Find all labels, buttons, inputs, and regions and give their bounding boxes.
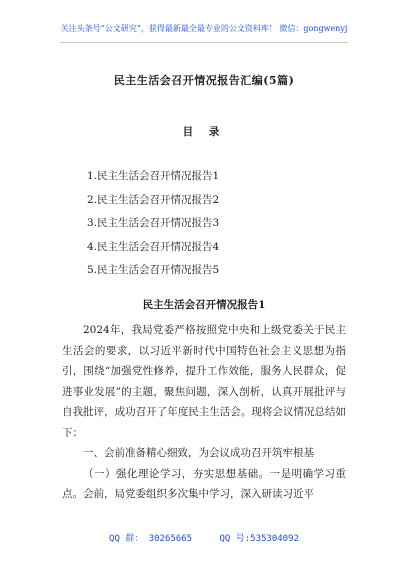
table-of-contents	[87, 170, 219, 288]
footer-qq-group: QQ 群： 30265665	[109, 534, 193, 544]
toc-item-1[interactable]: 1.民主生活会召开情况报告1	[87, 170, 220, 182]
toc-item-2[interactable]: 2.民主生活会召开情况报告2	[87, 193, 220, 206]
section-title: 民主生活会召开情况报告1	[142, 299, 266, 311]
body-paragraph: 一、会前准备精心细致，为会议成功召开筑牢根基	[83, 447, 314, 459]
header-divider	[60, 42, 348, 43]
header-banner: 关注头条号“公文研究”，获得最新最全最专业的公文资料库！ 微信：gongwenyj	[60, 24, 348, 33]
body-paragraph: 2024年，我局党委严格按照党中央和上级党委关于民主生活会的要求，以习近平新时代中国特色社会主义思想为指引，围绕“加强党性修养，提升工作效能，服务人民群众，促进事业发展”的主题，聚焦问题，深入剖析，认真开展批评与自我批评，成功召开了年度民主生活会。现将会议情况总结如下：	[62, 324, 346, 439]
toc-item-3[interactable]: 3.民主生活会召开情况报告3	[87, 217, 220, 229]
toc-heading: 目 录	[182, 126, 226, 138]
body-paragraph: （一）强化理论学习，夯实思想基础。一是明确学习重点。会前，局党委组织多次集中学习，深入研读习近平	[62, 467, 346, 500]
section-body	[62, 320, 346, 505]
footer-contact	[0, 531, 408, 544]
toc-item-4[interactable]: 4.民主生活会召开情况报告4	[87, 240, 220, 253]
document-title: 民主生活会召开情况报告汇编(5篇)	[113, 74, 295, 87]
footer-qq-number: QQ 号:535304092	[219, 534, 299, 544]
toc-item-5[interactable]: 5.民主生活会召开情况报告5	[87, 264, 220, 276]
